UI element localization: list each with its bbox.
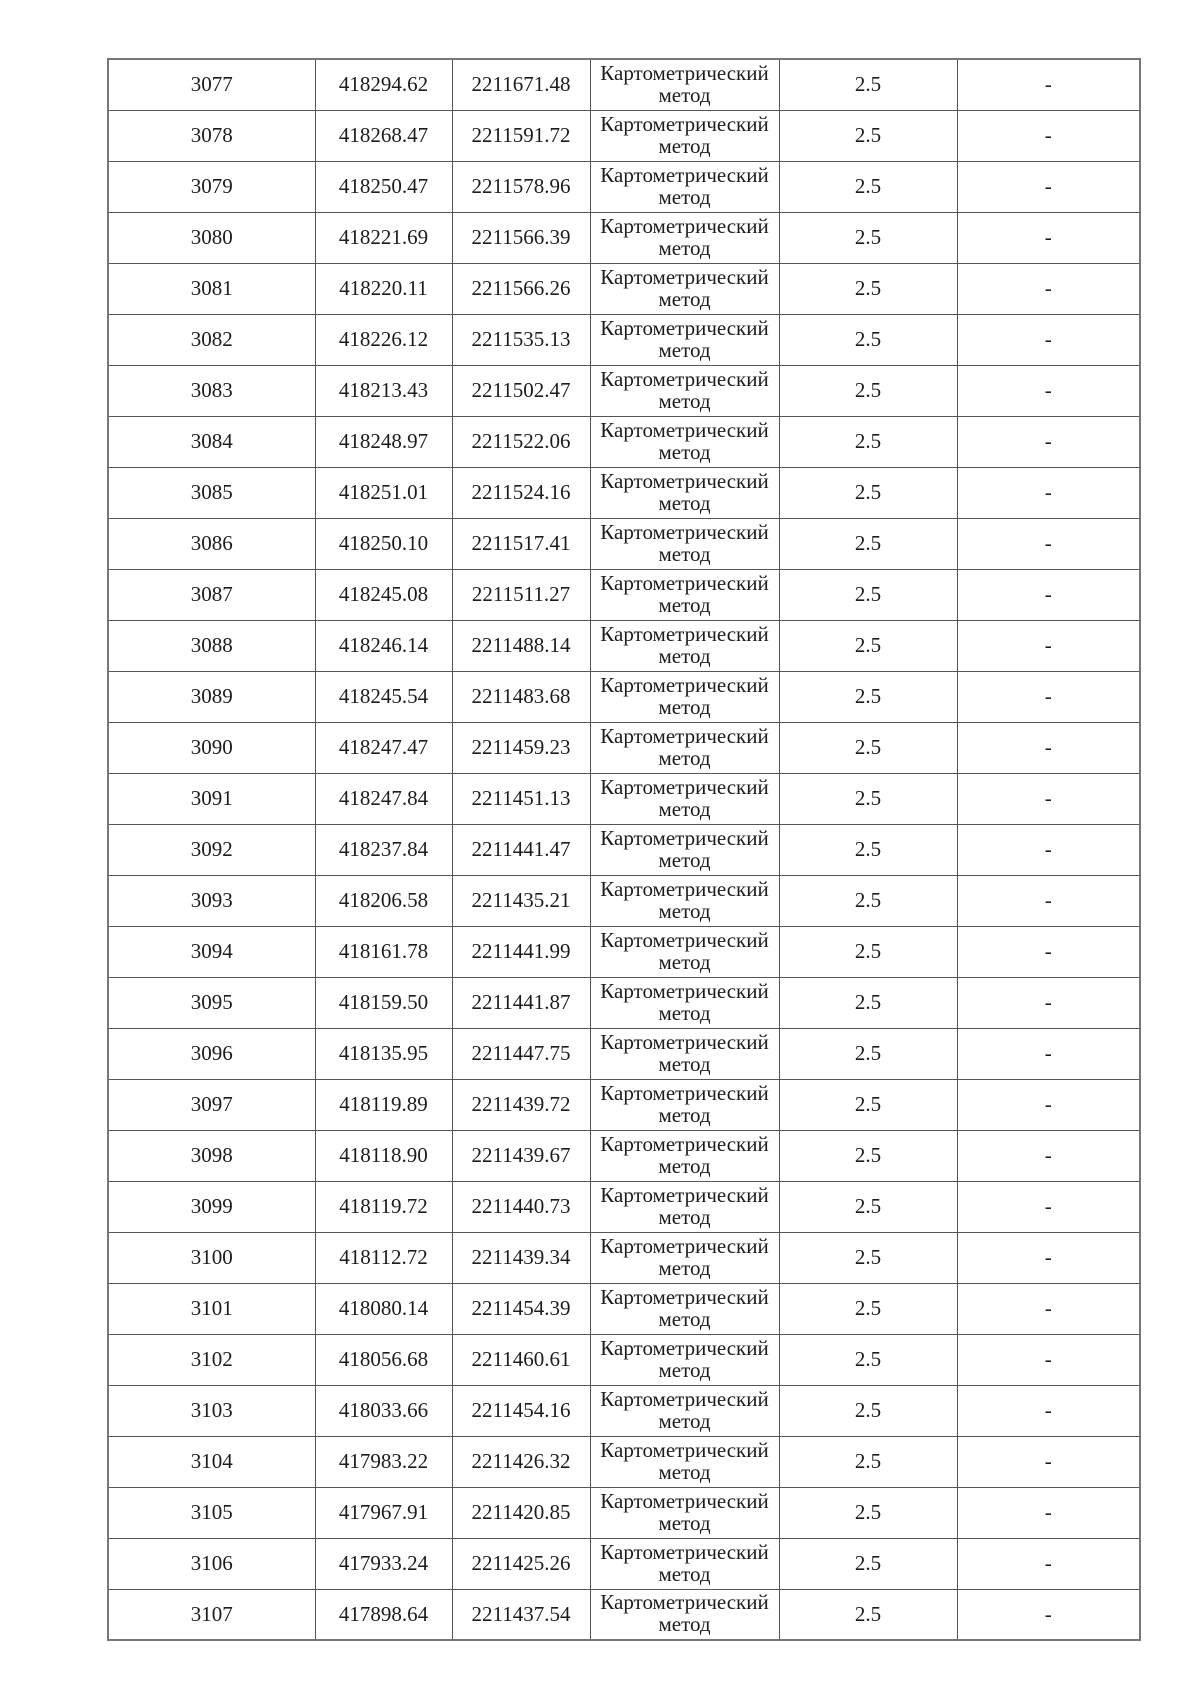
note-cell: - [957, 977, 1140, 1028]
note-cell: - [957, 1436, 1140, 1487]
y-coordinate-cell: 2211439.67 [452, 1130, 590, 1181]
method-text: Картометрический метод [600, 1131, 769, 1178]
method-text: Картометрический метод [600, 876, 769, 923]
x-coordinate-cell: 417898.64 [315, 1589, 452, 1640]
y-coordinate-cell: 2211522.06 [452, 416, 590, 467]
point-number-cell: 3079 [108, 161, 315, 212]
method-text: Картометрический метод [600, 1080, 769, 1127]
x-coordinate-cell: 418119.72 [315, 1181, 452, 1232]
y-coordinate-cell: 2211524.16 [452, 467, 590, 518]
point-number-cell: 3088 [108, 620, 315, 671]
y-coordinate-cell: 2211441.87 [452, 977, 590, 1028]
accuracy-cell: 2.5 [779, 1487, 957, 1538]
x-coordinate-cell: 418033.66 [315, 1385, 452, 1436]
table-row [108, 263, 1140, 314]
x-coordinate-cell: 418250.47 [315, 161, 452, 212]
x-coordinate-cell: 418221.69 [315, 212, 452, 263]
accuracy-cell: 2.5 [779, 1028, 957, 1079]
method-text: Картометрический метод [600, 1386, 769, 1433]
method-cell [590, 467, 779, 518]
point-number-cell: 3099 [108, 1181, 315, 1232]
point-number-cell: 3100 [108, 1232, 315, 1283]
method-cell [590, 1028, 779, 1079]
accuracy-cell: 2.5 [779, 1130, 957, 1181]
method-text: Картометрический метод [600, 162, 769, 209]
note-cell: - [957, 1334, 1140, 1385]
accuracy-cell: 2.5 [779, 416, 957, 467]
method-text: Картометрический метод [600, 825, 769, 872]
method-cell [590, 875, 779, 926]
method-cell [590, 1079, 779, 1130]
x-coordinate-cell: 418245.54 [315, 671, 452, 722]
method-cell [590, 1181, 779, 1232]
accuracy-cell: 2.5 [779, 1589, 957, 1640]
accuracy-cell: 2.5 [779, 977, 957, 1028]
note-cell: - [957, 161, 1140, 212]
note-cell: - [957, 824, 1140, 875]
table-row [108, 365, 1140, 416]
method-text: Картометрический метод [600, 519, 769, 566]
method-text: Картометрический метод [600, 417, 769, 464]
method-text: Картометрический метод [600, 315, 769, 362]
y-coordinate-cell: 2211488.14 [452, 620, 590, 671]
accuracy-cell: 2.5 [779, 926, 957, 977]
y-coordinate-cell: 2211502.47 [452, 365, 590, 416]
accuracy-cell: 2.5 [779, 365, 957, 416]
note-cell: - [957, 110, 1140, 161]
note-cell: - [957, 1232, 1140, 1283]
table-row [108, 1385, 1140, 1436]
x-coordinate-cell: 418247.47 [315, 722, 452, 773]
table-row [108, 314, 1140, 365]
x-coordinate-cell: 418056.68 [315, 1334, 452, 1385]
method-cell [590, 620, 779, 671]
y-coordinate-cell: 2211566.39 [452, 212, 590, 263]
y-coordinate-cell: 2211440.73 [452, 1181, 590, 1232]
y-coordinate-cell: 2211578.96 [452, 161, 590, 212]
note-cell: - [957, 1283, 1140, 1334]
point-number-cell: 3092 [108, 824, 315, 875]
x-coordinate-cell: 418246.14 [315, 620, 452, 671]
x-coordinate-cell: 418112.72 [315, 1232, 452, 1283]
accuracy-cell: 2.5 [779, 671, 957, 722]
method-cell [590, 722, 779, 773]
x-coordinate-cell: 418213.43 [315, 365, 452, 416]
y-coordinate-cell: 2211517.41 [452, 518, 590, 569]
table-row [108, 875, 1140, 926]
method-text: Картометрический метод [600, 1437, 769, 1484]
point-number-cell: 3091 [108, 773, 315, 824]
accuracy-cell: 2.5 [779, 875, 957, 926]
y-coordinate-cell: 2211535.13 [452, 314, 590, 365]
point-number-cell: 3104 [108, 1436, 315, 1487]
x-coordinate-cell: 418206.58 [315, 875, 452, 926]
method-text: Картометрический метод [600, 1029, 769, 1076]
method-cell [590, 1538, 779, 1589]
y-coordinate-cell: 2211435.21 [452, 875, 590, 926]
method-cell [590, 1487, 779, 1538]
table-row [108, 1130, 1140, 1181]
table-row [108, 824, 1140, 875]
method-text: Картометрический метод [600, 264, 769, 311]
x-coordinate-cell: 418251.01 [315, 467, 452, 518]
accuracy-cell: 2.5 [779, 1436, 957, 1487]
accuracy-cell: 2.5 [779, 1385, 957, 1436]
accuracy-cell: 2.5 [779, 467, 957, 518]
point-number-cell: 3080 [108, 212, 315, 263]
x-coordinate-cell: 418161.78 [315, 926, 452, 977]
accuracy-cell: 2.5 [779, 773, 957, 824]
x-coordinate-cell: 417983.22 [315, 1436, 452, 1487]
x-coordinate-cell: 417933.24 [315, 1538, 452, 1589]
y-coordinate-cell: 2211511.27 [452, 569, 590, 620]
x-coordinate-cell: 418237.84 [315, 824, 452, 875]
point-number-cell: 3077 [108, 59, 315, 110]
point-number-cell: 3078 [108, 110, 315, 161]
accuracy-cell: 2.5 [779, 263, 957, 314]
table-row [108, 620, 1140, 671]
note-cell: - [957, 1385, 1140, 1436]
table-row [108, 926, 1140, 977]
method-cell [590, 110, 779, 161]
point-number-cell: 3083 [108, 365, 315, 416]
table-row [108, 1487, 1140, 1538]
method-cell [590, 263, 779, 314]
table-row [108, 1181, 1140, 1232]
x-coordinate-cell: 418268.47 [315, 110, 452, 161]
note-cell: - [957, 671, 1140, 722]
table-row [108, 518, 1140, 569]
point-number-cell: 3089 [108, 671, 315, 722]
x-coordinate-cell: 418245.08 [315, 569, 452, 620]
point-number-cell: 3087 [108, 569, 315, 620]
method-text: Картометрический метод [600, 1233, 769, 1280]
y-coordinate-cell: 2211566.26 [452, 263, 590, 314]
method-cell [590, 518, 779, 569]
table-row [108, 569, 1140, 620]
y-coordinate-cell: 2211441.47 [452, 824, 590, 875]
note-cell: - [957, 722, 1140, 773]
note-cell: - [957, 1028, 1140, 1079]
method-text: Картометрический метод [600, 468, 769, 515]
method-text: Картометрический метод [600, 1182, 769, 1229]
y-coordinate-cell: 2211439.72 [452, 1079, 590, 1130]
y-coordinate-cell: 2211591.72 [452, 110, 590, 161]
point-number-cell: 3105 [108, 1487, 315, 1538]
method-cell [590, 161, 779, 212]
method-text: Картометрический метод [600, 621, 769, 668]
note-cell: - [957, 1130, 1140, 1181]
accuracy-cell: 2.5 [779, 1079, 957, 1130]
x-coordinate-cell: 418247.84 [315, 773, 452, 824]
point-number-cell: 3097 [108, 1079, 315, 1130]
table-row [108, 1589, 1140, 1640]
table-row [108, 1283, 1140, 1334]
y-coordinate-cell: 2211454.39 [452, 1283, 590, 1334]
method-text: Картометрический метод [600, 774, 769, 821]
method-text: Картометрический метод [600, 1590, 769, 1637]
method-text: Картометрический метод [600, 1335, 769, 1382]
y-coordinate-cell: 2211451.13 [452, 773, 590, 824]
x-coordinate-cell: 417967.91 [315, 1487, 452, 1538]
table-row [108, 110, 1140, 161]
note-cell: - [957, 926, 1140, 977]
y-coordinate-cell: 2211483.68 [452, 671, 590, 722]
table-row [108, 212, 1140, 263]
table-row [108, 722, 1140, 773]
point-number-cell: 3086 [108, 518, 315, 569]
method-text: Картометрический метод [600, 978, 769, 1025]
y-coordinate-cell: 2211437.54 [452, 1589, 590, 1640]
method-text: Картометрический метод [600, 1539, 769, 1586]
table-row [108, 1538, 1140, 1589]
point-number-cell: 3082 [108, 314, 315, 365]
note-cell: - [957, 59, 1140, 110]
y-coordinate-cell: 2211459.23 [452, 722, 590, 773]
x-coordinate-cell: 418159.50 [315, 977, 452, 1028]
point-number-cell: 3106 [108, 1538, 315, 1589]
x-coordinate-cell: 418118.90 [315, 1130, 452, 1181]
accuracy-cell: 2.5 [779, 161, 957, 212]
note-cell: - [957, 875, 1140, 926]
accuracy-cell: 2.5 [779, 314, 957, 365]
note-cell: - [957, 314, 1140, 365]
method-text: Картометрический метод [600, 927, 769, 974]
method-cell [590, 1232, 779, 1283]
note-cell: - [957, 518, 1140, 569]
table-row [108, 1436, 1140, 1487]
method-cell [590, 59, 779, 110]
method-text: Картометрический метод [600, 366, 769, 413]
method-text: Картометрический метод [600, 1284, 769, 1331]
method-cell [590, 977, 779, 1028]
point-number-cell: 3084 [108, 416, 315, 467]
y-coordinate-cell: 2211671.48 [452, 59, 590, 110]
method-cell [590, 824, 779, 875]
x-coordinate-cell: 418226.12 [315, 314, 452, 365]
accuracy-cell: 2.5 [779, 1181, 957, 1232]
accuracy-cell: 2.5 [779, 59, 957, 110]
method-cell [590, 773, 779, 824]
note-cell: - [957, 365, 1140, 416]
table-body [108, 59, 1140, 1640]
x-coordinate-cell: 418135.95 [315, 1028, 452, 1079]
method-cell [590, 1385, 779, 1436]
accuracy-cell: 2.5 [779, 620, 957, 671]
point-number-cell: 3081 [108, 263, 315, 314]
note-cell: - [957, 1079, 1140, 1130]
table-row [108, 416, 1140, 467]
method-cell [590, 1334, 779, 1385]
method-cell [590, 1436, 779, 1487]
point-number-cell: 3098 [108, 1130, 315, 1181]
method-cell [590, 1283, 779, 1334]
accuracy-cell: 2.5 [779, 569, 957, 620]
point-number-cell: 3095 [108, 977, 315, 1028]
x-coordinate-cell: 418119.89 [315, 1079, 452, 1130]
x-coordinate-cell: 418220.11 [315, 263, 452, 314]
method-text: Картометрический метод [600, 570, 769, 617]
point-number-cell: 3107 [108, 1589, 315, 1640]
table-row [108, 1232, 1140, 1283]
method-cell [590, 1589, 779, 1640]
note-cell: - [957, 569, 1140, 620]
method-text: Картометрический метод [600, 672, 769, 719]
note-cell: - [957, 416, 1140, 467]
y-coordinate-cell: 2211447.75 [452, 1028, 590, 1079]
method-text: Картометрический метод [600, 213, 769, 260]
x-coordinate-cell: 418250.10 [315, 518, 452, 569]
method-cell [590, 1130, 779, 1181]
y-coordinate-cell: 2211439.34 [452, 1232, 590, 1283]
method-cell [590, 569, 779, 620]
x-coordinate-cell: 418080.14 [315, 1283, 452, 1334]
table-row [108, 773, 1140, 824]
point-number-cell: 3093 [108, 875, 315, 926]
method-text: Картометрический метод [600, 1488, 769, 1535]
note-cell: - [957, 263, 1140, 314]
accuracy-cell: 2.5 [779, 110, 957, 161]
table-row [108, 1079, 1140, 1130]
note-cell: - [957, 1589, 1140, 1640]
method-cell [590, 926, 779, 977]
y-coordinate-cell: 2211425.26 [452, 1538, 590, 1589]
y-coordinate-cell: 2211426.32 [452, 1436, 590, 1487]
method-cell [590, 416, 779, 467]
y-coordinate-cell: 2211420.85 [452, 1487, 590, 1538]
point-number-cell: 3096 [108, 1028, 315, 1079]
y-coordinate-cell: 2211460.61 [452, 1334, 590, 1385]
method-cell [590, 365, 779, 416]
accuracy-cell: 2.5 [779, 1538, 957, 1589]
table-row [108, 671, 1140, 722]
note-cell: - [957, 212, 1140, 263]
method-text: Картометрический метод [600, 723, 769, 770]
y-coordinate-cell: 2211454.16 [452, 1385, 590, 1436]
y-coordinate-cell: 2211441.99 [452, 926, 590, 977]
accuracy-cell: 2.5 [779, 1232, 957, 1283]
point-number-cell: 3101 [108, 1283, 315, 1334]
note-cell: - [957, 620, 1140, 671]
note-cell: - [957, 1538, 1140, 1589]
accuracy-cell: 2.5 [779, 1283, 957, 1334]
accuracy-cell: 2.5 [779, 518, 957, 569]
x-coordinate-cell: 418248.97 [315, 416, 452, 467]
x-coordinate-cell: 418294.62 [315, 59, 452, 110]
table-row [108, 59, 1140, 110]
coordinates-table [107, 58, 1141, 1641]
table-row [108, 1028, 1140, 1079]
method-cell [590, 671, 779, 722]
point-number-cell: 3102 [108, 1334, 315, 1385]
accuracy-cell: 2.5 [779, 1334, 957, 1385]
table-row [108, 467, 1140, 518]
table-row [108, 1334, 1140, 1385]
accuracy-cell: 2.5 [779, 824, 957, 875]
note-cell: - [957, 773, 1140, 824]
table-row [108, 161, 1140, 212]
note-cell: - [957, 467, 1140, 518]
accuracy-cell: 2.5 [779, 212, 957, 263]
method-text: Картометрический метод [600, 111, 769, 158]
note-cell: - [957, 1487, 1140, 1538]
point-number-cell: 3090 [108, 722, 315, 773]
note-cell: - [957, 1181, 1140, 1232]
method-text: Картометрический метод [600, 60, 769, 107]
point-number-cell: 3094 [108, 926, 315, 977]
method-cell [590, 314, 779, 365]
method-cell [590, 212, 779, 263]
accuracy-cell: 2.5 [779, 722, 957, 773]
table-row [108, 977, 1140, 1028]
point-number-cell: 3085 [108, 467, 315, 518]
point-number-cell: 3103 [108, 1385, 315, 1436]
